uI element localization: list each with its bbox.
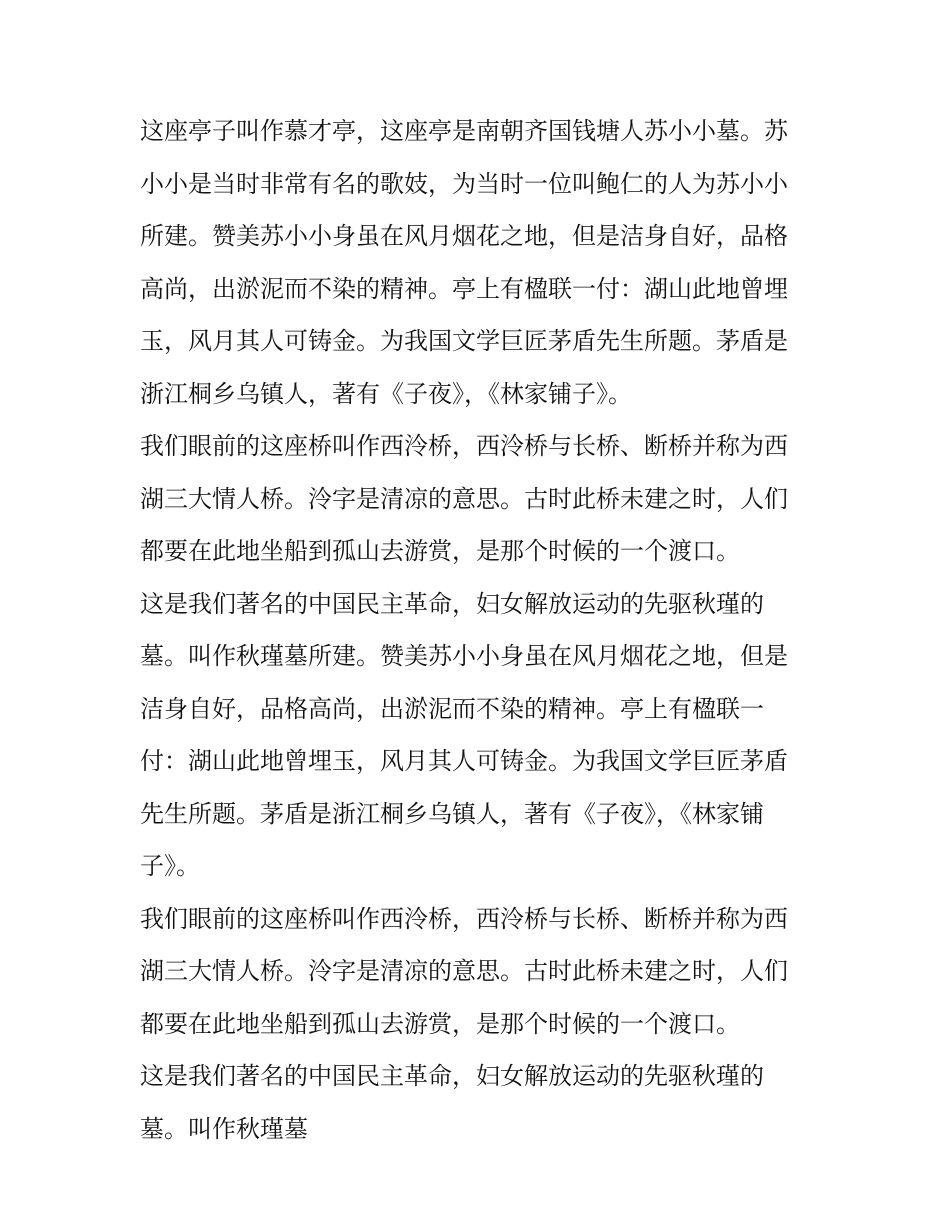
text-line: 玉，风月其人可铸金。为我国文学巨匠茅盾先生所题。茅盾是 [140, 327, 788, 355]
text-line: 高尚，出淤泥而不染的精神。亭上有楹联一付：湖山此地曾埋 [140, 274, 788, 303]
text-line: 都要在此地坐船到孤山去游赏，是那个时候的一个渡口。 [140, 537, 740, 565]
text-line: 这是我们著名的中国民主革命，妇女解放运动的先驱秋瑾的 [140, 1062, 764, 1090]
text-line: 浙江桐乡乌镇人，著有《子夜》，《林家铺子》。 [140, 379, 632, 408]
text-line: 先生所题。茅盾是浙江桐乡乌镇人，著有《子夜》，《林家铺 [140, 799, 764, 828]
text-line: 付：湖山此地曾埋玉，风月其人可铸金。为我国文学巨匠茅盾 [140, 747, 788, 775]
text-line: 墓。叫作秋瑾墓所建。赞美苏小小身虽在风月烟花之地，但是 [140, 642, 788, 670]
text-line: 这座亭子叫作慕才亭，这座亭是南朝齐国钱塘人苏小小墓。苏 [140, 117, 788, 145]
text-line: 子》。 [140, 852, 200, 880]
text-line: 湖三大情人桥。泠字是清凉的意思。古时此桥未建之时，人们 [140, 484, 788, 513]
text-line: 我们眼前的这座桥叫作西泠桥，西泠桥与长桥、断桥并称为西 [140, 432, 788, 460]
text-line: 这是我们著名的中国民主革命，妇女解放运动的先驱秋瑾的 [140, 589, 764, 618]
text-line: 所建。赞美苏小小身虽在风月烟花之地，但是洁身自好，品格 [140, 222, 788, 250]
text-line: 墓。叫作秋瑾墓 [140, 1114, 308, 1143]
document-body [140, 105, 815, 1155]
text-line: 湖三大情人桥。泠字是清凉的意思。古时此桥未建之时，人们 [140, 957, 788, 985]
text-line: 小小是当时非常有名的歌妓，为当时一位叫鲍仁的人为苏小小 [140, 169, 788, 198]
text-line: 都要在此地坐船到孤山去游赏，是那个时候的一个渡口。 [140, 1009, 740, 1038]
text-line: 我们眼前的这座桥叫作西泠桥，西泠桥与长桥、断桥并称为西 [140, 904, 788, 933]
text-line: 洁身自好，品格高尚，出淤泥而不染的精神。亭上有楹联一 [140, 694, 764, 723]
